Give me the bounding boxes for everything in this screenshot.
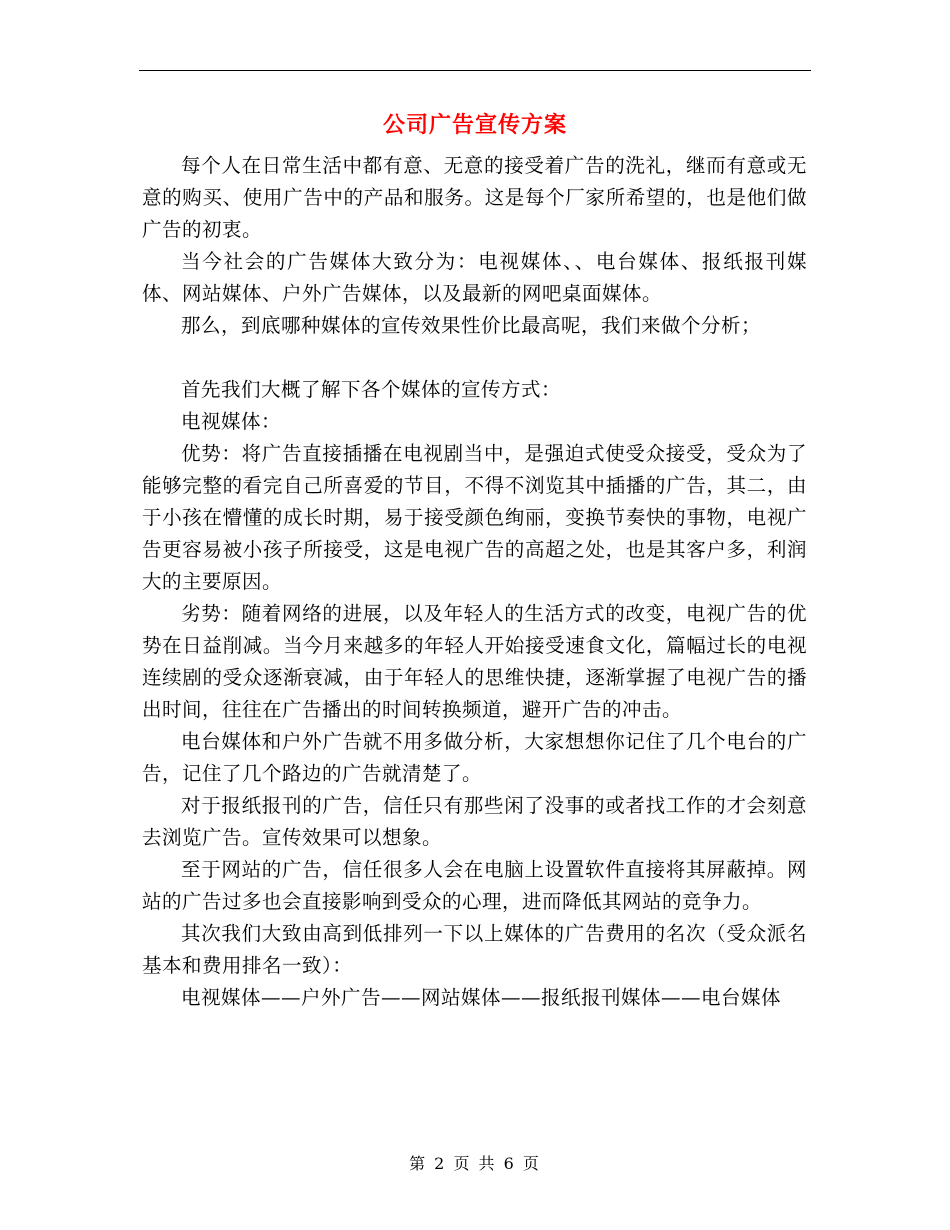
header-rule <box>139 70 811 71</box>
paragraph-question: 那么，到底哪种媒体的宣传效果性价比最高呢，我们来做个分析； <box>181 314 762 337</box>
paragraph-ranking: 电视媒体——户外广告——网站媒体——报纸报刊媒体——电台媒体 <box>181 986 782 1009</box>
paragraph-newspaper: 对于报纸报刊的广告，信任只有那些闲了没事的或者找工作的才会刻意去浏览广告。宣传效果可以想象。 <box>142 794 807 849</box>
paragraph-tv-heading: 电视媒体： <box>181 410 282 433</box>
document-title: 公司广告宣传方案 <box>382 112 567 138</box>
paragraph-intro: 每个人在日常生活中都有意、无意的接受着广告的洗礼，继而有意或无意的购买、使用广告中的产品和服务。这是每个厂家所希望的，也是他们做广告的初衷。 <box>142 154 807 241</box>
page-number: 第 2 页 共 6 页 <box>409 1154 541 1173</box>
paragraph-ranking-intro: 其次我们大致由高到低排列一下以上媒体的广告费用的名次（受众派名基本和费用排名一致）： <box>142 922 807 977</box>
paragraph-radio-outdoor: 电台媒体和户外广告就不用多做分析，大家想想你记住了几个电台的广告，记住了几个路边的广告就清楚了。 <box>142 730 807 785</box>
paragraph-tv-disadvantage: 劣势：随着网络的进展，以及年轻人的生活方式的改变，电视广告的优势在日益削减。当今月来越多的年轻人开始接受速食文化，篇幅过长的电视连续剧的受众逐渐衰减，由于年轻人的思维快捷，逐渐掌握了电视广告的播出时间，往往在广告播出的时间转换频道，避开广告的冲击。 <box>142 602 807 721</box>
paragraph-website: 至于网站的广告，信任很多人会在电脑上设置软件直接将其屏蔽掉。网站的广告过多也会直接影响到受众的心理，进而降低其网站的竞争力。 <box>142 858 807 913</box>
blank-line <box>142 342 807 374</box>
paragraph-overview: 首先我们大概了解下各个媒体的宣传方式： <box>181 378 562 401</box>
paragraph-tv-advantage: 优势：将广告直接插播在电视剧当中，是强迫式使受众接受，受众为了能够完整的看完自己所喜爱的节目，不得不浏览其中插播的广告，其二，由于小孩在懵懂的成长时期，易于接受颜色绚丽，变换节奏快的事物，电视广告更容易被小孩子所接受，这是电视广告的高超之处，也是其客户多，利润大的主要原因。 <box>142 442 807 593</box>
document-body <box>142 150 807 1014</box>
paragraph-media-types: 当今社会的广告媒体大致分为：电视媒体、、电台媒体、报纸报刊媒体、网站媒体、户外广告媒体，以及最新的网吧桌面媒体。 <box>142 250 807 305</box>
